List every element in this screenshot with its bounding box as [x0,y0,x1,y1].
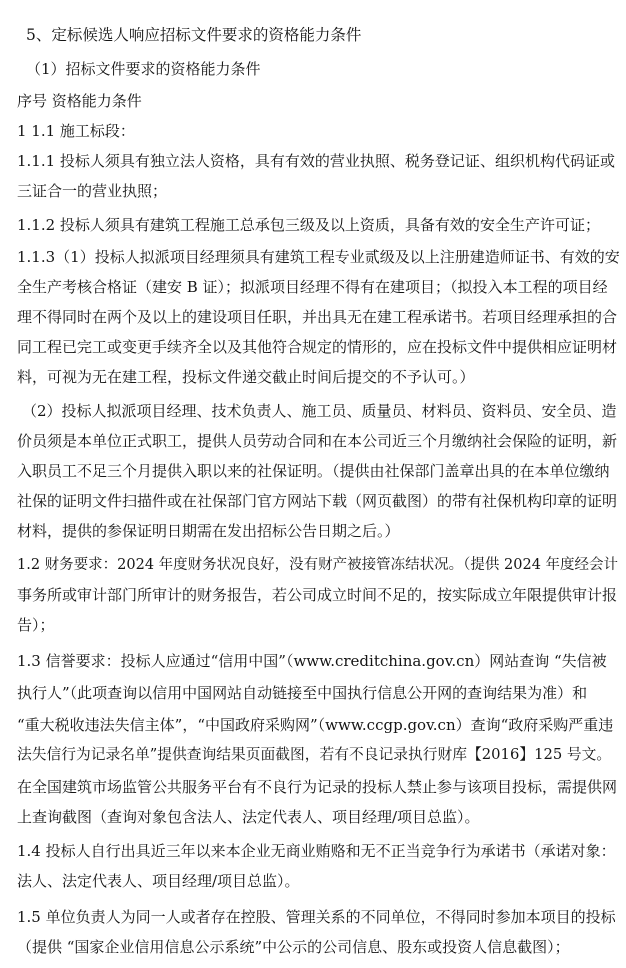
row-1-1: 1 1.1 施工标段： [17,122,135,140]
item-1-2-line: 事务所或审计部门所审计的财务报告，若公司成立时间不足的，按实际成立年限提供审计报 [17,586,618,604]
item-2-line: 价员须是本单位正式职工，提供人员劳动合同和在本公司近三个月缴纳社会保险的证明，新 [17,432,618,450]
subheading: （1）招标文件要求的资格能力条件 [26,60,261,78]
item-1-1-1-line: 1.1.1 投标人须具有独立法人资格，具有有效的营业执照、税务登记证、组织机构代码证或 [17,152,615,170]
item-1-5-line: （提供 “国家企业信用信息公示系统”中公示的公司信息、股东或投资人信息截图）； [17,938,570,956]
table-header: 序号 资格能力条件 [17,92,142,110]
item-1-1-3-line: 1.1.3（1）投标人拟派项目经理须具有建筑工程专业贰级及以上注册建造师证书、有效的安 [17,248,620,266]
section-heading: 5、定标候选人响应招标文件要求的资格能力条件 [26,26,362,44]
item-2-line: 入职员工不足三个月提供入职以来的社保证明。（提供由社保部门盖章出具的在本单位缴纳 [17,462,610,480]
item-1-1-3-line: 理不得同时在两个及以上的建设项目任职，并出具无在建工程承诺书。若项目经理承担的合 [17,308,618,326]
item-1-2-line: 1.2 财务要求：2024 年度财务状况良好，没有财产被接管冻结状况。（提供 2024 年度经会计 [17,557,619,573]
item-1-4-line: 1.4 投标人自行出具近三年以来本企业无商业贿赂和无不正当竞争行为承诺书（承诺对象： [17,842,616,860]
item-2-line: 材料，提供的参保证明日期需在发出招标公告日期之后。） [17,522,400,540]
item-1-3-line: 在全国建筑市场监管公共服务平台有不良行为记录的投标人禁止参与该项目投标，需提供网 [17,778,618,796]
item-1-5-line: 1.5 单位负责人为同一人或者存在控股、管理关系的不同单位，不得同时参加本项目的投标 [17,908,616,926]
item-1-2-line: 告）； [17,616,55,634]
item-1-1-2-line: 1.1.2 投标人须具有建筑工程施工总承包三级及以上资质，具备有效的安全生产许可证； [17,216,600,234]
item-2-line: 社保的证明文件扫描件或在社保部门官方网站下载（网页截图）的带有社保机构印章的证明 [17,492,618,510]
item-1-1-3-line: 同工程已完工或变更手续齐全以及其他符合规定的情形的，应在投标文件中提供相应证明材 [17,338,618,356]
item-1-3-line: 1.3 信誉要求：投标人应通过“信用中国”（www.creditchina.gov.cn）网站查询 “失信被 [17,652,607,670]
item-1-3-line: 执行人”（此项查询以信用中国网站自动链接至中国执行信息公开网的查询结果为准）和 [17,684,588,702]
item-2-line: （2）投标人拟派项目经理、技术负责人、施工员、质量员、材料员、资料员、安全员、造 [22,402,617,420]
item-1-3-line: 上查询截图（查询对象包含法人、法定代表人、项目经理/项目总监）。 [17,808,480,826]
item-1-1-3-line: 料，可视为无在建工程，投标文件递交截止时间后提交的不予认可。） [17,368,475,386]
item-1-4-line: 法人、法定代表人、项目经理/项目总监）。 [17,872,300,890]
item-1-1-1-line: 三证合一的营业执照； [17,182,168,200]
item-1-1-3-line: 全生产考核合格证（建安 B 证）；拟派项目经理不得有在建项目；（拟投入本工程的项目经 [17,278,608,296]
item-1-3-line: “重大税收违法失信主体”，“中国政府采购网”（www.ccgp.gov.cn）查询“政府采购严重违 [17,716,614,734]
item-1-3-line: 法失信行为记录名单”提供查询结果页面截图，若有不良记录执行财库【2016】125 号文。 [17,746,612,763]
